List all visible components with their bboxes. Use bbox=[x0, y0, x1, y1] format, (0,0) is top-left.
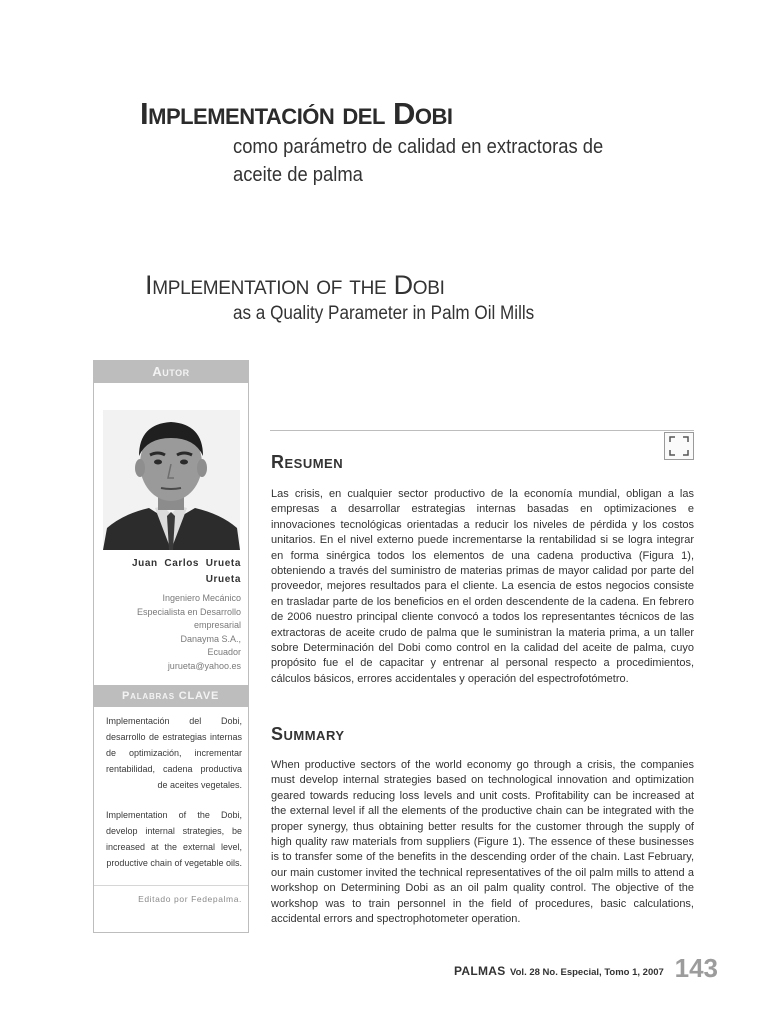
title-spanish: Implementación del Dobi bbox=[140, 96, 453, 131]
frame-corners-icon bbox=[664, 432, 694, 460]
title-english: Implementation of the Dobi bbox=[145, 270, 445, 300]
author-details bbox=[94, 588, 248, 673]
resumen-heading: Resumen bbox=[271, 452, 344, 472]
edited-by: Editado por Fedepalma. bbox=[138, 894, 242, 904]
keywords-spanish: Implementación del Dobi, desarrollo de estrategias internas de optimización, incrementar rentabilidad, cadena productiva de aceites vegetales. bbox=[106, 716, 242, 790]
journal-reference: Vol. 28 No. Especial, Tomo 1, 2007 bbox=[510, 967, 664, 978]
portrait-icon bbox=[103, 410, 240, 550]
author-company: Danayma S.A., bbox=[180, 633, 241, 644]
author-sidebar bbox=[93, 360, 249, 933]
author-specialty-cont: empresarial bbox=[193, 620, 241, 630]
author-specialty: Especialista en Desarrollo bbox=[136, 606, 241, 617]
author-country: Ecuador bbox=[207, 647, 241, 657]
keywords-english: Implementation of the Dobi, develop internal strategies, be increased at the external level, productive chain of vegetable oils. bbox=[106, 810, 242, 868]
journal-name: PALMAS bbox=[454, 964, 506, 978]
top-rule bbox=[270, 430, 694, 431]
resumen-text: Las crisis, en cualquier sector productivo de la economía mundial, obligan a las empresas a desarrollar estrategias internas basadas en optimizaciones e innovaciones tecnológicas orientadas a reducir los niveles de pérdida y los costos unitarios. En el nivel externo puede incrementarse la rentabilidad si se logra integrar en forma sinérgica todos los elementos de una cadena productiva (Figura 1), obteniendo a través del suministro de materias primas de mayor calidad por parte del proveedor, mejores resultados para el cliente. La esencia de estos negocios consiste en trasladar parte de los beneficios en el orden descendente de la cadena. En febrero de 2006 nuestro principal cliente convocó a todos los representantes técnicos de las extractoras de aceite crudo de palma que le suministran la materia prima, a un taller sobre Determinación del Dobi como control en la calidad del aceite de palma, cuyo propósito fue el de capacitar y entrenar al personal respecto a procedimientos, cálculos básicos, errores accidentales y operación del espectrofotómetro. bbox=[271, 488, 694, 685]
author-photo bbox=[103, 410, 240, 550]
author-email[interactable]: jurueta@yahoo.es bbox=[167, 660, 241, 671]
subtitle-spanish: como parámetro de calidad en extractoras de aceite de palma bbox=[233, 136, 604, 186]
page-number: 143 bbox=[674, 953, 718, 983]
subtitle-english: as a Quality Parameter in Palm Oil Mills bbox=[233, 303, 535, 324]
author-name: Juan Carlos Urueta Urueta bbox=[132, 558, 241, 585]
keywords-heading: Palabras CLAVE bbox=[94, 685, 248, 707]
summary-heading: Summary bbox=[271, 724, 345, 744]
page-footer bbox=[454, 953, 718, 983]
keywords-block bbox=[94, 707, 248, 871]
author-title: Ingeniero Mecánico bbox=[162, 593, 241, 603]
summary-text: When productive sectors of the world economy go through a crisis, the companies must develop internal strategies based on technological innovation and optimization geared towards reducing loss levels and unit costs. Profitability can be increased at the external level if all the elements of the productive chain can be integrated with the proper synergy, thus obtaining better results for the customer through the supply of high quality raw materials from suppliers (Figure 1). The essence of these businesses is to transfer some of the benefits in the descending order of the chain. Last February, our main customer invited the technical representatives of the oil palm mills to attend a workshop on Determining Dobi as an oil palm quality control. The objective of the workshop was to train personnel in the field of procedures, basic calculations, accidental errors and spectrophotometer operation. bbox=[271, 759, 694, 926]
author-heading: Autor bbox=[94, 361, 248, 383]
